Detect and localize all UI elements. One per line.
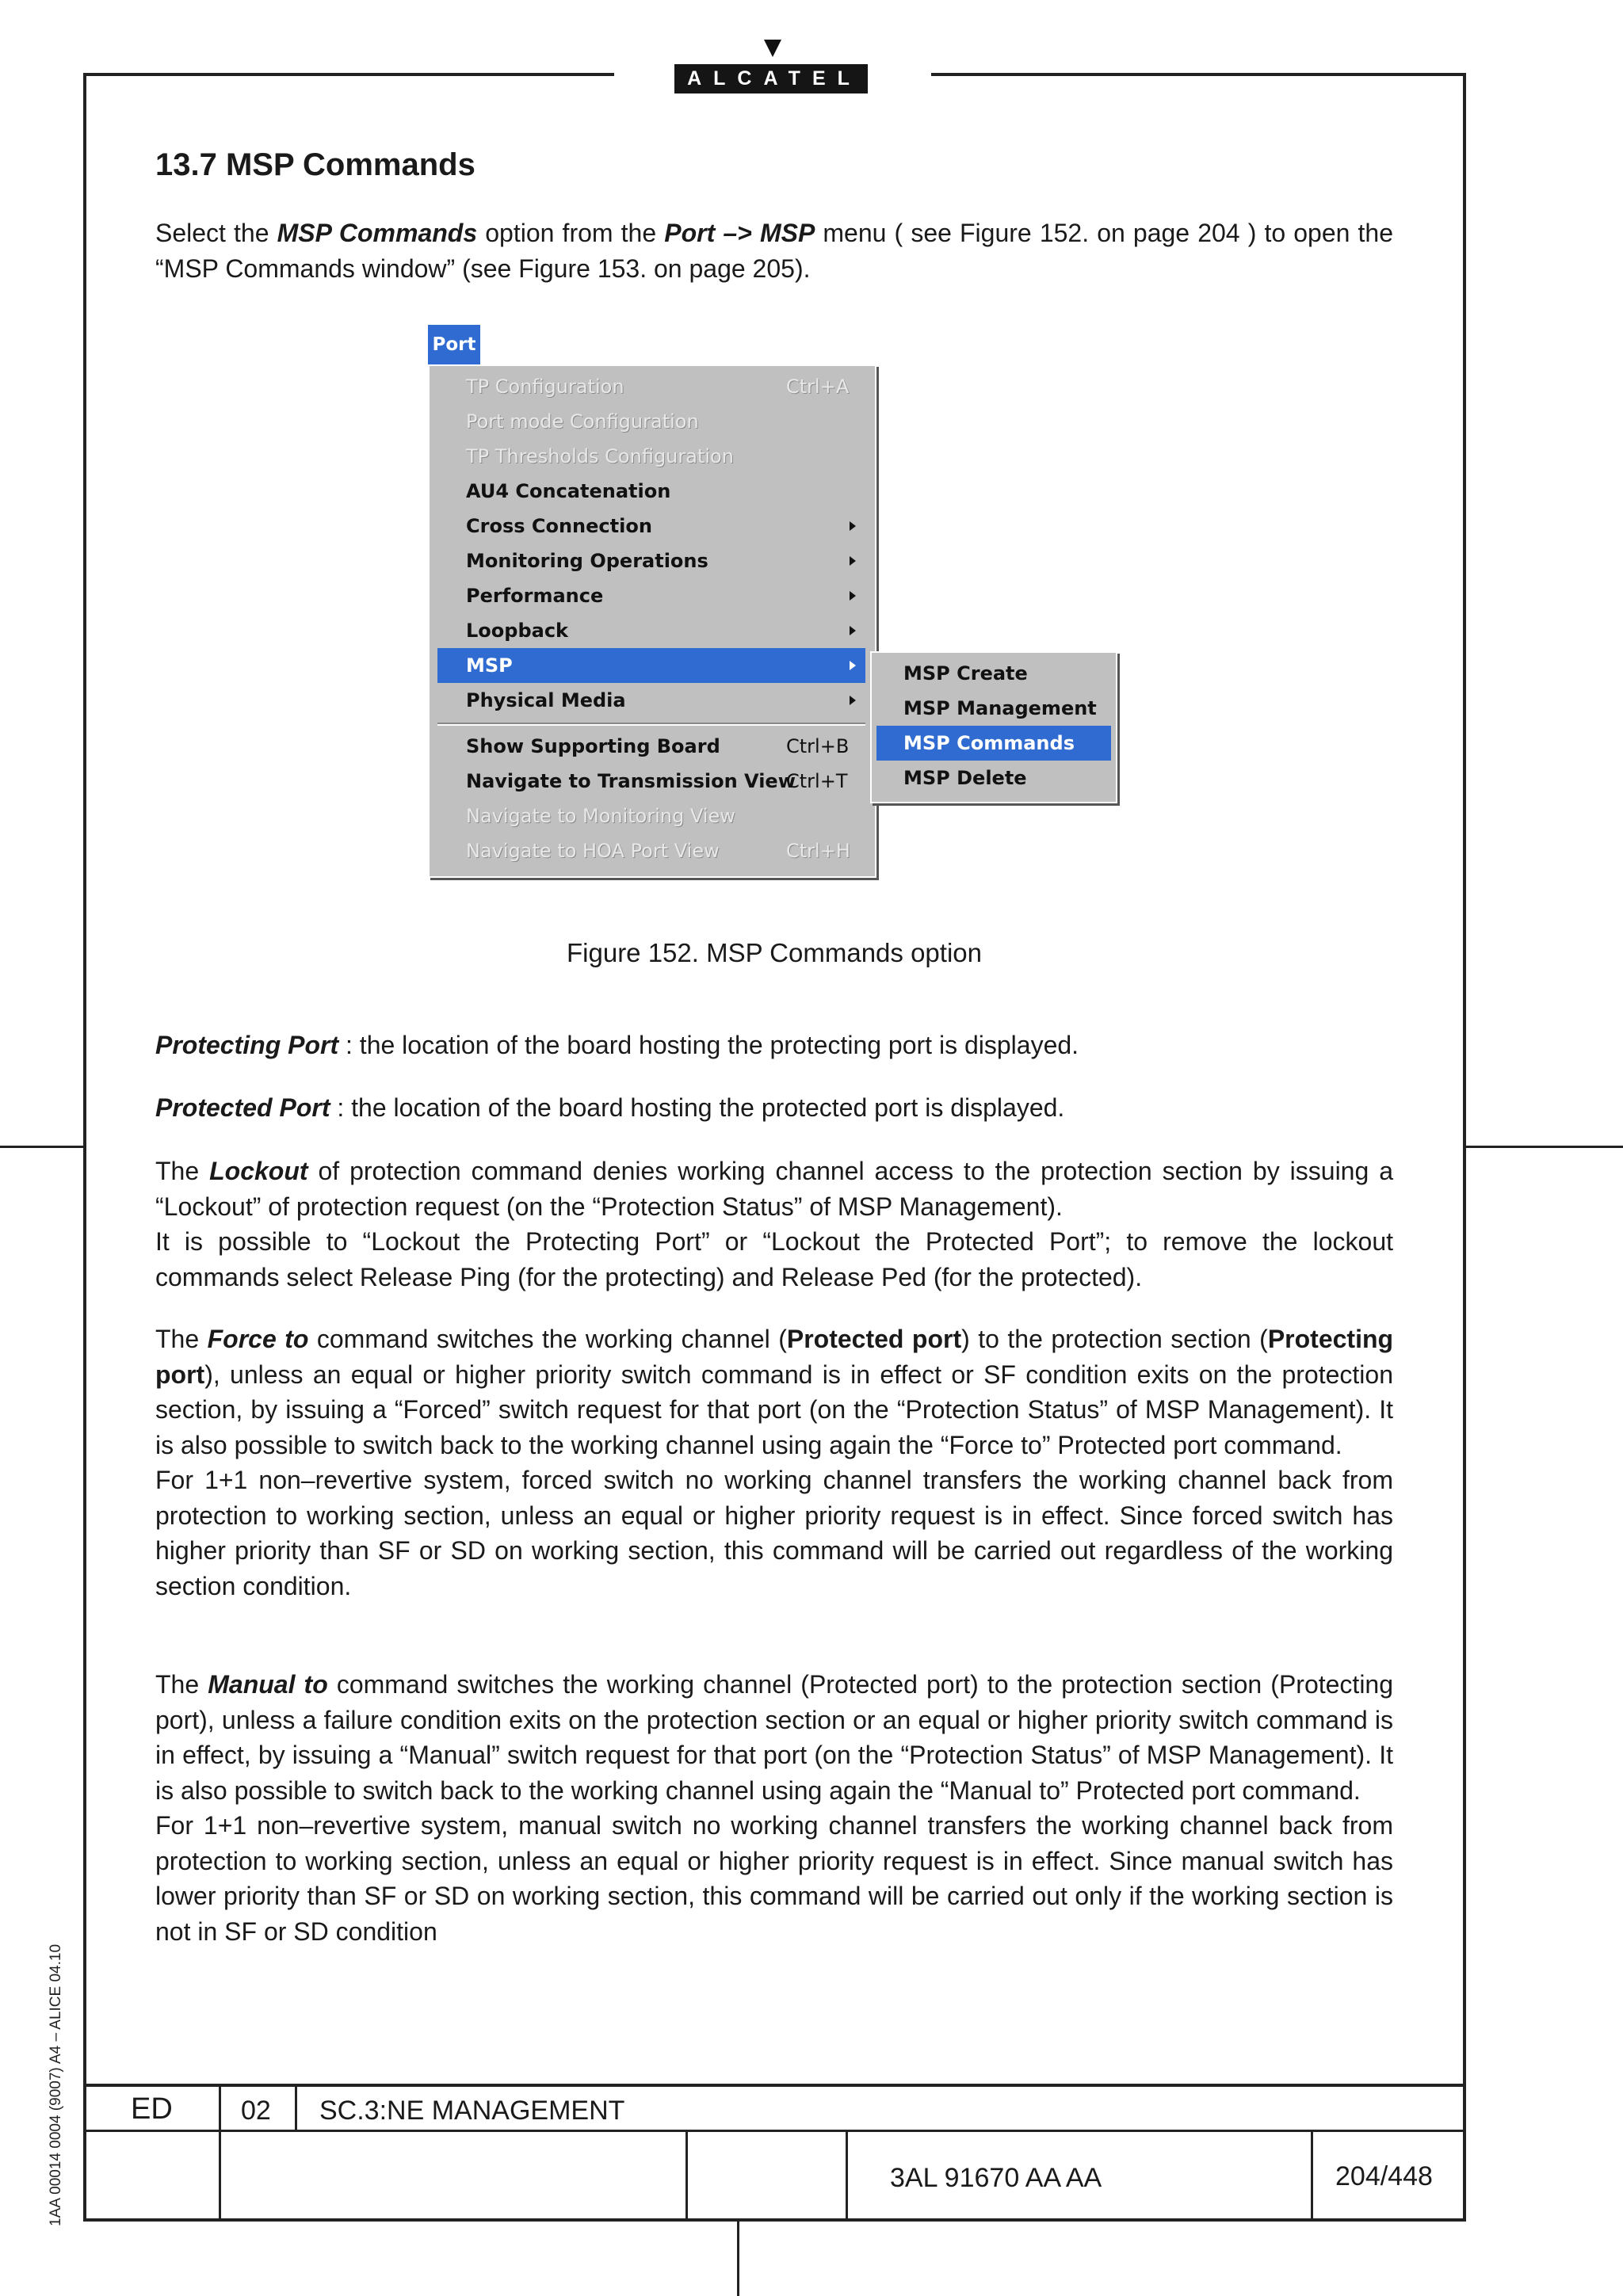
margin-tick-left	[0, 1146, 83, 1148]
menu-item-physical-media[interactable]	[437, 683, 865, 718]
menu-item-shortcut: Ctrl+B	[786, 735, 850, 757]
force-paragraph	[155, 1322, 1393, 1604]
footer-ed-value: 02	[241, 2096, 271, 2126]
submenu-arrow-icon	[850, 696, 856, 705]
intro-text-2: option from the	[477, 219, 665, 247]
force-text-3: ) to the protection section (	[961, 1325, 1268, 1353]
menu-item-label: Cross Connection	[466, 515, 652, 537]
frame-bottom-line	[83, 2218, 1466, 2222]
port-menu-title[interactable]: Port	[428, 325, 480, 364]
footer-mid-line	[83, 2130, 1466, 2132]
menu-item-loopback[interactable]	[437, 613, 865, 648]
side-document-code: 1AA 00014 0004 (9007) A4 – ALICE 04.10	[48, 1943, 64, 2226]
manual-term: Manual to	[208, 1670, 328, 1699]
manual-text-3: For 1+1 non–revertive system, manual switch no working channel transfers the working channel back from protection to working section, unless an equal or higher priority request is in effect. Since manual switch has lower priority than SF or SD on working section, this command will be carried out only if the working section is not in SF or SD condition	[155, 1811, 1393, 1946]
force-term: Force to	[207, 1325, 309, 1353]
force-text-2: command switches the working channel (	[308, 1325, 787, 1353]
alcatel-logo: ALCATEL	[674, 64, 868, 93]
submenu-item-label: MSP Commands	[903, 732, 1075, 754]
menu-item-navigate-to-hoa-port-view	[437, 833, 865, 868]
intro-term-msp-commands: MSP Commands	[277, 219, 478, 247]
footer-top-line	[83, 2084, 1466, 2087]
menu-item-shortcut: Ctrl+T	[786, 770, 848, 792]
submenu-arrow-icon	[850, 556, 856, 566]
protected-port-text: : the location of the board hosting the protected port is displayed.	[330, 1093, 1065, 1122]
lockout-text-2: of protection command denies working channel access to the protection section by issuing a “Lockout” of protection request (on the “Protection Status” of MSP Management).	[155, 1157, 1394, 1221]
footer-page-number: 204/448	[1335, 2161, 1433, 2191]
section-title: 13.7 MSP Commands	[155, 147, 475, 182]
bottom-stem-line	[737, 2222, 739, 2296]
submenu-item-label: MSP Management	[903, 697, 1097, 719]
footer-section: SC.3:NE MANAGEMENT	[319, 2096, 625, 2126]
menu-item-navigate-to-transmission-view[interactable]	[437, 764, 865, 799]
menu-item-label: Loopback	[466, 620, 569, 642]
force-text-4: ), unless an equal or higher priority switch command is in effect or SF condition exits on the protection section, by issuing a “Forced” switch request for that port (on the “Protection Status” of MSP Management). It is also possible to switch back to the working channel using again the “Force to” Protected port command.	[155, 1360, 1393, 1459]
lockout-text-1: The	[155, 1157, 210, 1185]
protected-port-paragraph	[155, 1090, 1393, 1126]
lockout-text-3: It is possible to “Lockout the Protecting Port” or “Lockout the Protected Port”; to remove the lockout commands select Release Ping (for the protecting) and Release Ped (for the protected).	[155, 1227, 1393, 1291]
menu-separator	[437, 723, 865, 726]
menu-item-label: MSP	[466, 654, 513, 677]
footer-divider-2	[295, 2084, 297, 2131]
intro-paragraph	[155, 215, 1393, 286]
submenu-item-msp-create[interactable]	[876, 656, 1111, 691]
margin-tick-right	[1466, 1146, 1623, 1148]
menu-item-show-supporting-board[interactable]	[437, 729, 865, 764]
intro-term-port-msp: Port –> MSP	[664, 219, 815, 247]
intro-text-1: Select the	[155, 219, 277, 247]
port-dropdown-menu	[428, 364, 876, 878]
menu-item-label: Navigate to Monitoring View	[466, 805, 735, 827]
lockout-term: Lockout	[209, 1157, 308, 1185]
manual-text-1: The	[155, 1670, 208, 1699]
menu-item-label: Monitoring Operations	[466, 550, 708, 572]
menu-item-label: Show Supporting Board	[466, 735, 720, 757]
footer-doc-code: 3AL 91670 AA AA	[890, 2163, 1102, 2193]
footer-ed-label: ED	[131, 2092, 173, 2126]
protecting-port-term: Protecting Port	[155, 1031, 339, 1059]
manual-paragraph	[155, 1667, 1393, 1949]
submenu-arrow-icon	[850, 591, 856, 601]
submenu-arrow-icon	[850, 626, 856, 635]
menu-item-cross-connection[interactable]	[437, 509, 865, 543]
submenu-item-label: MSP Delete	[903, 767, 1027, 789]
menu-item-label: TP Configuration	[466, 376, 624, 398]
submenu-item-msp-commands[interactable]	[876, 726, 1111, 761]
frame-top-right-line	[931, 73, 1466, 76]
menu-item-label: Port mode Configuration	[466, 410, 699, 433]
menu-item-navigate-to-monitoring-view	[437, 799, 865, 833]
footer-divider-5	[1311, 2130, 1313, 2220]
msp-submenu	[870, 651, 1117, 803]
logo-triangle-icon	[764, 40, 781, 57]
footer-divider-1	[219, 2084, 221, 2220]
submenu-item-label: MSP Create	[903, 662, 1028, 685]
menu-item-shortcut: Ctrl+H	[786, 840, 850, 862]
menu-item-monitoring-operations[interactable]	[437, 543, 865, 578]
menu-item-performance[interactable]	[437, 578, 865, 613]
submenu-item-msp-delete[interactable]	[876, 761, 1111, 795]
manual-text-2: command switches the working channel (Protected port) to the protection section (Protecting port), unless a failure condition exits on the protection section or an equal or higher priority switch command is in effect, by issuing a “Manual” switch request for that port (on the “Protection Status” of MSP Management). It is also possible to switch back to the working channel using again the “Manual to” Protected port command.	[155, 1670, 1394, 1805]
menu-item-tp-configuration	[437, 369, 865, 404]
menu-item-au4-concatenation[interactable]	[437, 474, 865, 509]
menu-item-port-mode-configuration	[437, 404, 865, 439]
force-text-5: For 1+1 non–revertive system, forced switch no working channel transfers the working channel back from protection to working section, unless an equal or higher priority request is in effect. Since forced switch has higher priority than SF or SD on working section, this command will be carried out regardless of the working section condition.	[155, 1466, 1393, 1600]
frame-left-line	[83, 73, 86, 2222]
menu-item-label: TP Thresholds Configuration	[466, 445, 734, 467]
menu-item-label: Navigate to HOA Port View	[466, 840, 720, 862]
protecting-port-paragraph	[155, 1028, 1393, 1063]
menu-item-shortcut: Ctrl+A	[786, 376, 850, 398]
protecting-port-text: : the location of the board hosting the protecting port is displayed.	[338, 1031, 1079, 1059]
frame-top-left-line	[83, 73, 614, 76]
force-protected-port: Protected port	[786, 1325, 962, 1353]
force-text-1: The	[155, 1325, 208, 1353]
force-protecting-port: Protecting port	[155, 1325, 1394, 1389]
figure-caption: Figure 152. MSP Commands option	[567, 938, 982, 967]
submenu-arrow-icon	[850, 521, 856, 531]
menu-item-label: AU4 Concatenation	[466, 480, 671, 502]
submenu-arrow-icon	[850, 661, 856, 670]
menu-item-label: Navigate to Transmission View	[466, 770, 796, 792]
lockout-paragraph	[155, 1154, 1393, 1295]
intro-text-3: menu ( see Figure 152. on page 204 ) to open the “MSP Commands window” (see Figure 153. on page 205).	[155, 219, 1394, 283]
menu-item-msp[interactable]	[437, 648, 865, 683]
submenu-item-msp-management[interactable]	[876, 691, 1111, 726]
menu-item-label: Performance	[466, 585, 604, 607]
menu-item-tp-thresholds-configuration	[437, 439, 865, 474]
footer-divider-4	[846, 2130, 848, 2220]
protected-port-term: Protected Port	[155, 1093, 330, 1122]
menu-item-label: Physical Media	[466, 689, 626, 711]
footer-divider-3	[685, 2130, 688, 2220]
